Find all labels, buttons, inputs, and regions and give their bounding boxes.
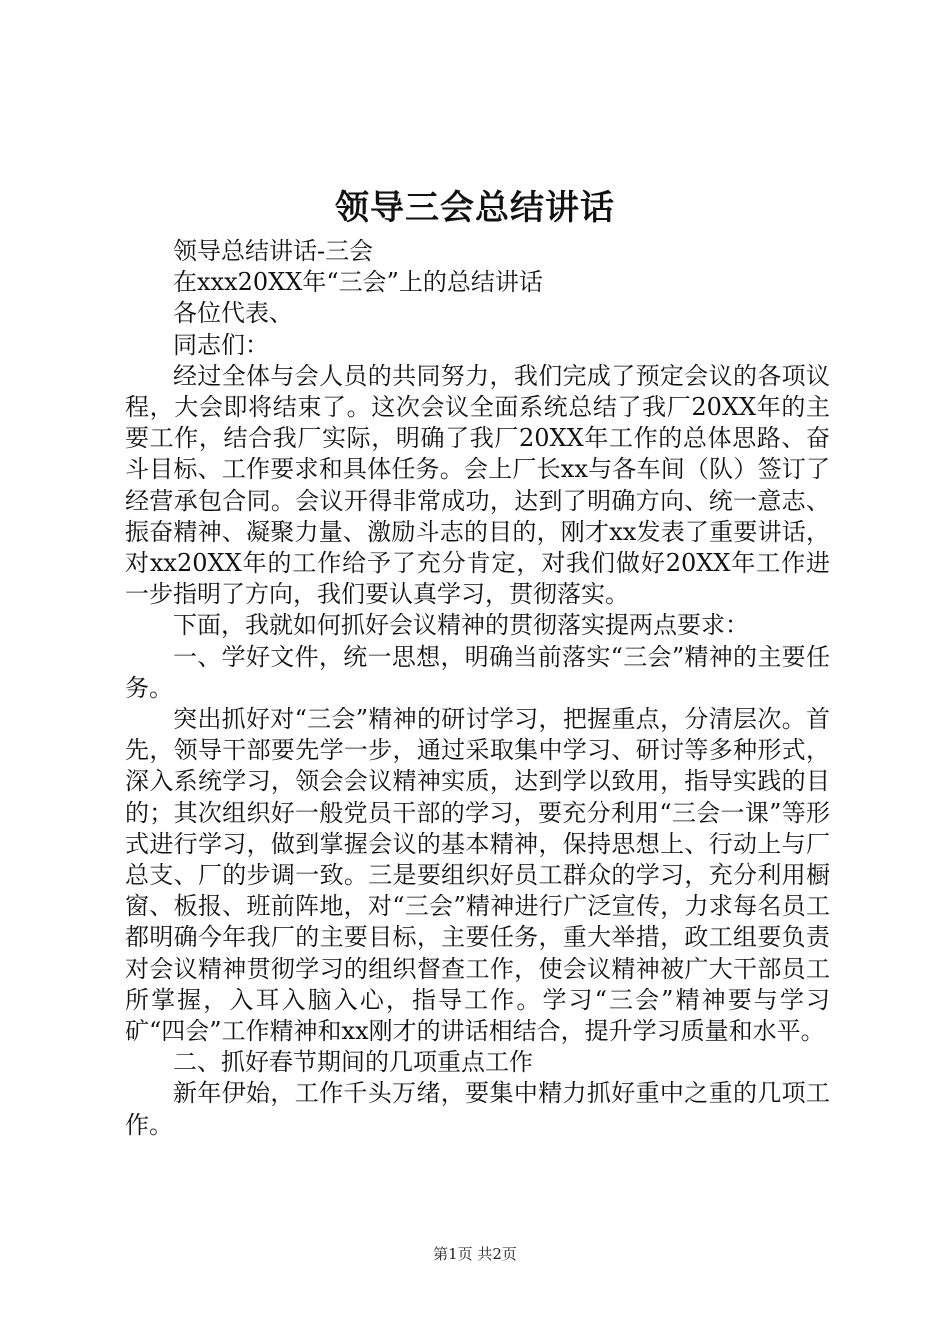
page-number-footer: 第1页 共2页: [433, 1245, 517, 1263]
paragraph-requirements-intro: 下面，我就如何抓好会议精神的贯彻落实提两点要求：: [173, 611, 749, 640]
paragraph-meeting-summary: 经过全体与会人员的共同努力，我们完成了预定会议的各项议程，大会即将结束了。这次会议全面系统总结了我厂20XX年的主要工作，结合我厂实际，明确了我厂20XX年工作的总体思路、奋斗目标、工作要求和具体任务。会上厂长xx与各车间（队）签订了经营承包合同。会议开得非常成功，达到了明确方向、统一意志、振奋精神、凝聚力量、激励斗志的目的，刚才xx发表了重要讲话，对xx20XX年的工作给予了充分肯定，对我们做好20XX年工作进一步指明了方向，我们要认真学习，贯彻落实。: [125, 361, 830, 609]
paragraph-section-two-heading: 二、抓好春节期间的几项重点工作: [173, 1048, 533, 1077]
document-body: [125, 236, 830, 1141]
paragraph-section-two-body: 新年伊始，工作千头万绪，要集中精力抓好重中之重的几项工作。: [125, 1079, 830, 1139]
paragraph-subtitle: 领导总结讲话-三会: [173, 237, 374, 265]
paragraph-salutation-comrades: 同志们：: [173, 330, 269, 359]
paragraph-section-one-body: 突出抓好对“三会”精神的研讨学习，把握重点，分清层次。首先，领导干部要先学一步，通过采取集中学习、研讨等多种形式，深入系统学习，领会会议精神实质，达到学以致用，指导实践的目的；其次组织好一般党员干部的学习，要充分利用“三会一课”等形式进行学习，做到掌握会议的基本精神，保持思想上、行动上与厂总支、厂的步调一致。三是要组织好员工群众的学习，充分利用橱窗、板报、班前阵地，对“三会”精神进行广泛宣传，力求每名员工都明确今年我厂的主要目标，主要任务，重大举措，政工组要负责对会议精神贯彻学习的组织督查工作，使会议精神被广大干部员工所掌握，入耳入脑入心，指导工作。学习“三会”精神要与学习矿“四会”工作精神和xx刚才的讲话相结合，提升学习质量和水平。: [125, 705, 830, 1046]
paragraph-occasion: 在xxx20XX年“三会”上的总结讲话: [173, 268, 543, 297]
paragraph-salutation-delegates: 各位代表、: [173, 299, 293, 328]
document-title: 领导三会总结讲话: [335, 188, 615, 228]
paragraph-section-one-heading: 一、学好文件，统一思想，明确当前落实“三会”精神的主要任务。: [125, 642, 830, 702]
